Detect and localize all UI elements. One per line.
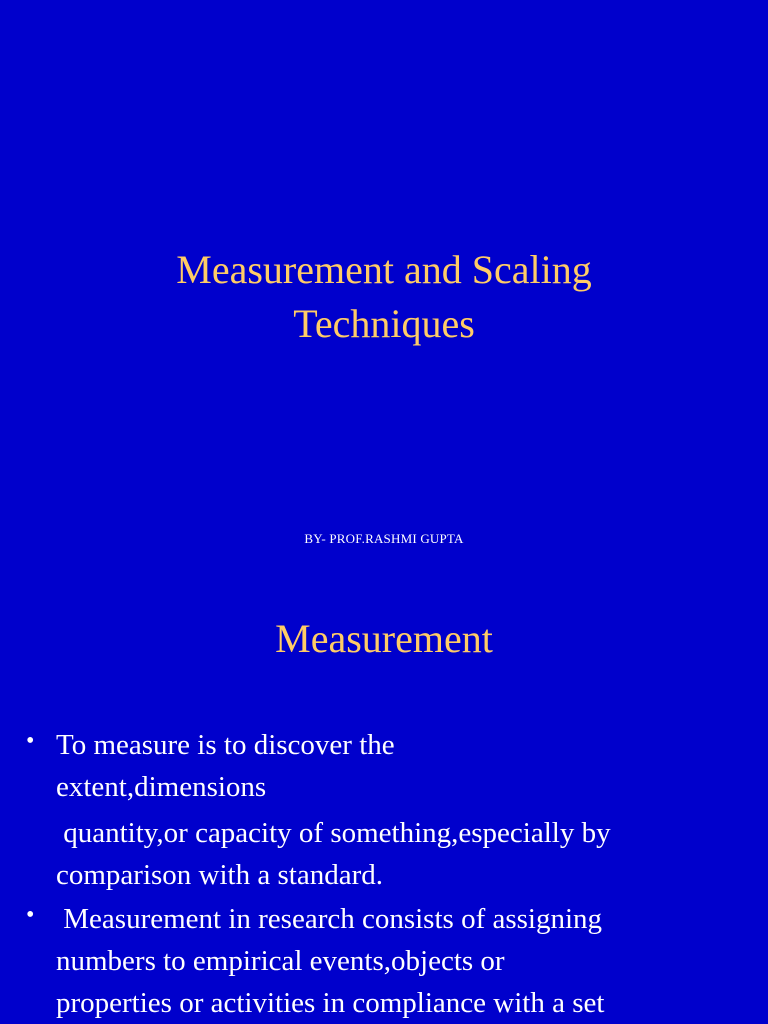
slide-title bbox=[0, 243, 768, 351]
bullet-list bbox=[0, 724, 768, 1024]
content-slide bbox=[0, 576, 768, 1024]
bullet-1-line-2: extent,dimensions bbox=[56, 771, 267, 803]
author-credit: BY- PROF.RASHMI GUPTA bbox=[304, 531, 464, 546]
slide-title-line-2: Techniques bbox=[293, 300, 475, 346]
bullet-1-line-1: To measure is to discover the bbox=[56, 729, 395, 761]
bullet-2-line-1: Measurement in research consists of assigning bbox=[56, 903, 603, 935]
slide-title-line-1: Measurement and Scaling bbox=[176, 246, 592, 292]
bullet-dot-icon: • bbox=[26, 902, 35, 928]
bullet-1-line-3: quantity,or capacity of something,especially by bbox=[56, 817, 611, 849]
bullet-item-1 bbox=[0, 724, 768, 896]
slide-heading: Measurement bbox=[275, 616, 493, 661]
bullet-2-line-3: properties or activities in compliance with a set bbox=[56, 987, 605, 1019]
bullet-item-2 bbox=[0, 898, 768, 1024]
bullet-2-line-2: numbers to empirical events,objects or bbox=[56, 945, 505, 977]
bullet-dot-icon: • bbox=[26, 728, 35, 754]
bullet-1-line-4: comparison with a standard. bbox=[56, 859, 383, 891]
